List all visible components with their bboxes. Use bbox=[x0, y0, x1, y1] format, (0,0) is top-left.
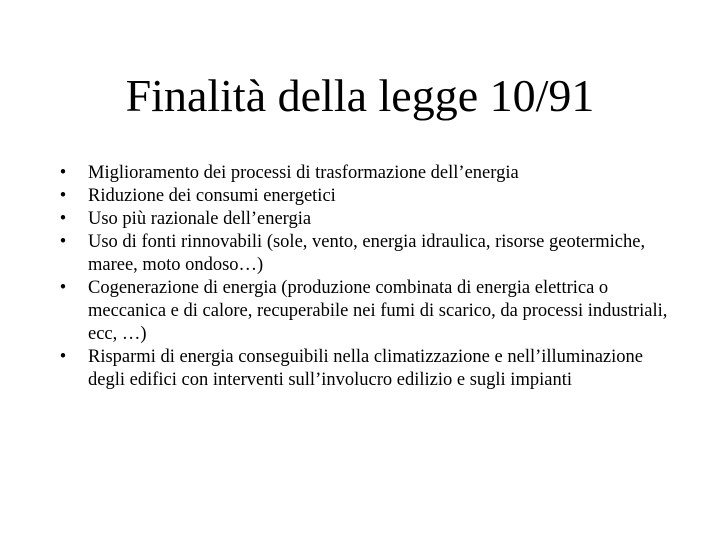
bullet-text: Risparmi di energia conseguibili nella climatizzazione e nell’illuminazione degli edifici con interventi sull’involucro edilizio e sugli impianti bbox=[88, 347, 643, 390]
bullet-item bbox=[56, 208, 676, 231]
slide-title: Finalità della legge 10/91 bbox=[125, 70, 595, 121]
bullet-item bbox=[56, 185, 676, 208]
bullet-item bbox=[56, 277, 676, 346]
bullet-text: Uso di fonti rinnovabili (sole, vento, energia idraulica, risorse geotermiche, maree, moto ondoso…) bbox=[88, 232, 646, 275]
bullet-icon: • bbox=[59, 347, 67, 367]
bullet-icon: • bbox=[59, 163, 67, 183]
bullet-item bbox=[56, 231, 676, 277]
bullet-item bbox=[56, 346, 676, 392]
bullet-text: Miglioramento dei processi di trasformazione dell’energia bbox=[88, 163, 519, 183]
bullet-list bbox=[56, 162, 676, 392]
bullet-text: Uso più razionale dell’energia bbox=[88, 209, 312, 229]
bullet-item bbox=[56, 162, 676, 185]
bullet-icon: • bbox=[59, 232, 67, 252]
bullet-icon: • bbox=[59, 209, 67, 229]
bullet-text: Riduzione dei consumi energetici bbox=[88, 186, 336, 206]
bullet-icon: • bbox=[59, 278, 67, 298]
bullet-text: Cogenerazione di energia (produzione combinata di energia elettrica o meccanica e di calore, recuperabile nei fumi di scarico, da processi industriali, ecc, …) bbox=[88, 278, 668, 344]
bullet-icon: • bbox=[59, 186, 67, 206]
